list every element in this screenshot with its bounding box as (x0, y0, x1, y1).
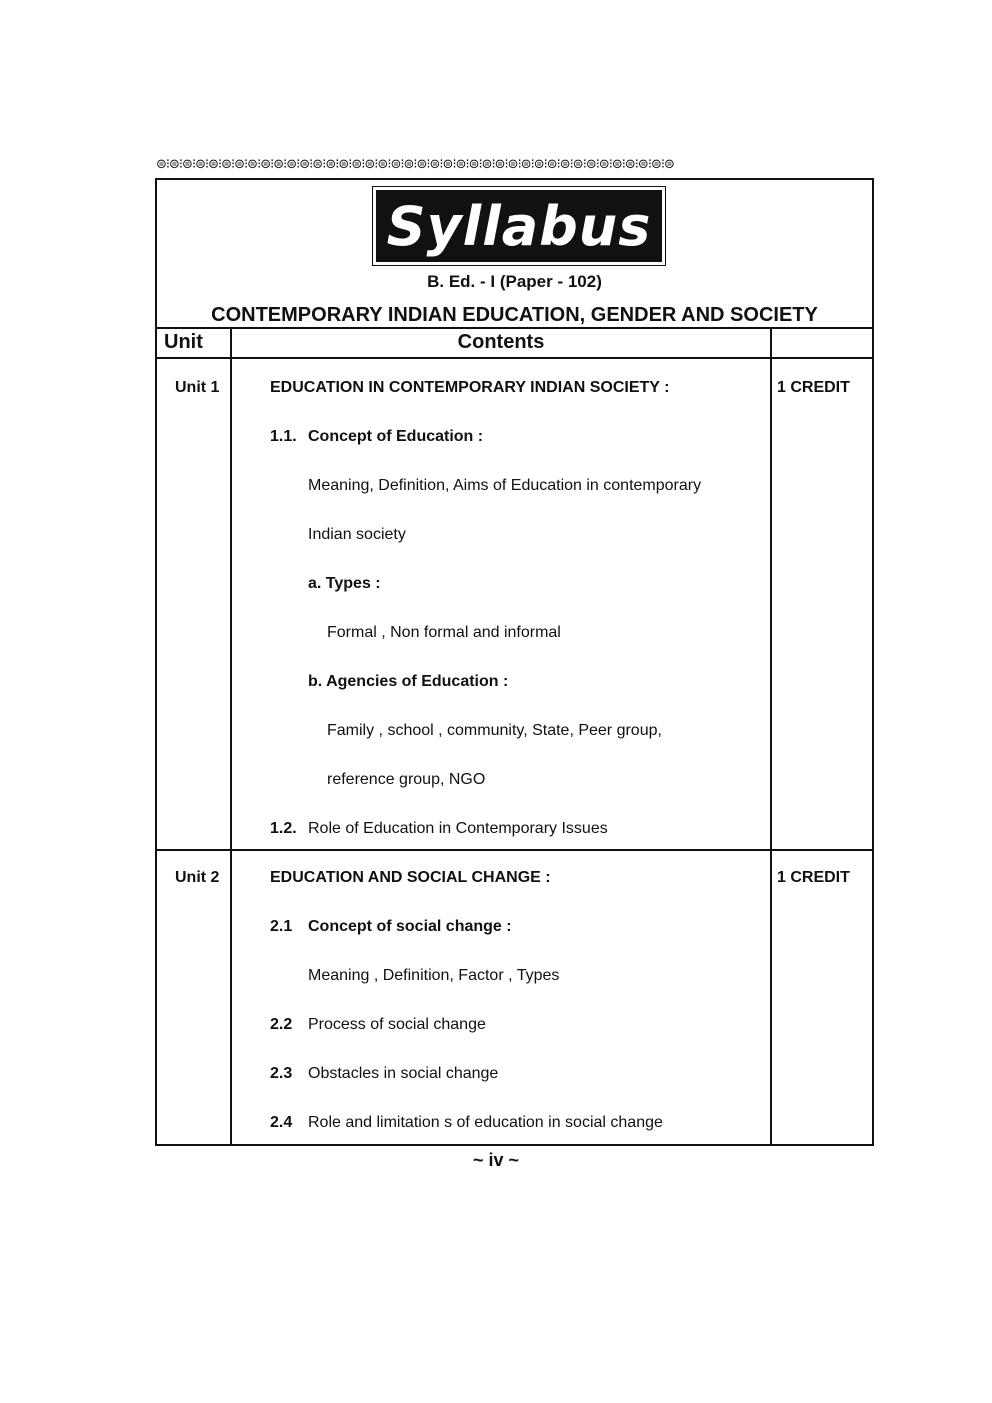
unit2-section-2 (270, 1016, 486, 1034)
syllabus-frame (155, 178, 874, 1146)
unit1-types-title: a. Types : (308, 575, 381, 592)
unit-column-divider (230, 327, 232, 1144)
unit1-types-text: Formal , Non formal and informal (327, 624, 561, 641)
unit2-section-4 (270, 1114, 663, 1132)
section-title: Role of Education in Contemporary Issues (308, 820, 608, 837)
section-title: Process of social change (308, 1016, 486, 1033)
unit2-label: Unit 2 (175, 869, 220, 886)
unit2-heading: EDUCATION AND SOCIAL CHANGE : (270, 869, 551, 886)
unit1-agencies-title: b. Agencies of Education : (308, 673, 509, 690)
unit1-heading: EDUCATION IN CONTEMPORARY INDIAN SOCIETY : (270, 379, 670, 396)
section-number: 2.3 (270, 1065, 293, 1082)
unit1-section-1 (270, 428, 483, 446)
unit1-label: Unit 1 (175, 379, 220, 396)
syllabus-logo-text: Syllabus (376, 190, 662, 262)
paper-subtitle: B. Ed. - I (Paper - 102) (427, 272, 602, 291)
unit1-agencies-line2: reference group, NGO (327, 771, 486, 788)
header-unit: Unit (164, 331, 203, 353)
unit1-s1-line2: Indian society (308, 526, 406, 543)
unit2-section-1 (270, 918, 512, 936)
section-number: 2.2 (270, 1016, 293, 1033)
section-number: 1.2. (270, 820, 297, 837)
page-number: ~ iv ~ (472, 1150, 520, 1170)
section-title: Concept of Education : (308, 428, 484, 445)
unit-divider-line (157, 849, 872, 851)
course-title: CONTEMPORARY INDIAN EDUCATION, GENDER AND SOCIETY (211, 304, 818, 326)
syllabus-logo (372, 186, 666, 266)
table-top-line (157, 327, 872, 329)
header-bottom-line (157, 357, 872, 359)
unit1-credit: 1 CREDIT (777, 379, 850, 396)
section-title: Concept of social change : (308, 918, 512, 935)
unit1-s1-line1: Meaning, Definition, Aims of Education in contemporary (308, 477, 702, 494)
unit1-agencies-line1: Family , school , community, State, Peer group, (327, 722, 662, 739)
unit2-credit: 1 CREDIT (777, 869, 850, 886)
credit-column-divider (770, 327, 772, 1144)
decorative-border: ⊜⁝⊜⁝⊜⁝⊜⁝⊜⁝⊜⁝⊜⁝⊜⁝⊜⁝⊜⁝⊜⁝⊜⁝⊜⁝⊜⁝⊜⁝⊜⁝⊜⁝⊜⁝⊜⁝⊜⁝⊜⁝⊜⁝⊜⁝⊜⁝⊜⁝⊜⁝⊜⁝⊜⁝⊜⁝⊜⁝⊜⁝⊜⁝⊜⁝⊜⁝⊜⁝⊜⁝⊜⁝⊜⁝⊜⁝⊜ (156, 158, 674, 172)
section-title: Role and limitation s of education in social change (308, 1114, 663, 1131)
header-contents: Contents (457, 331, 545, 353)
unit2-s1-line1: Meaning , Definition, Factor , Types (308, 967, 560, 984)
section-number: 2.4 (270, 1114, 293, 1131)
unit2-section-3 (270, 1065, 498, 1083)
section-title: Obstacles in social change (308, 1065, 499, 1082)
unit1-section-2 (270, 820, 608, 838)
section-number: 2.1 (270, 918, 293, 935)
section-number: 1.1. (270, 428, 297, 445)
